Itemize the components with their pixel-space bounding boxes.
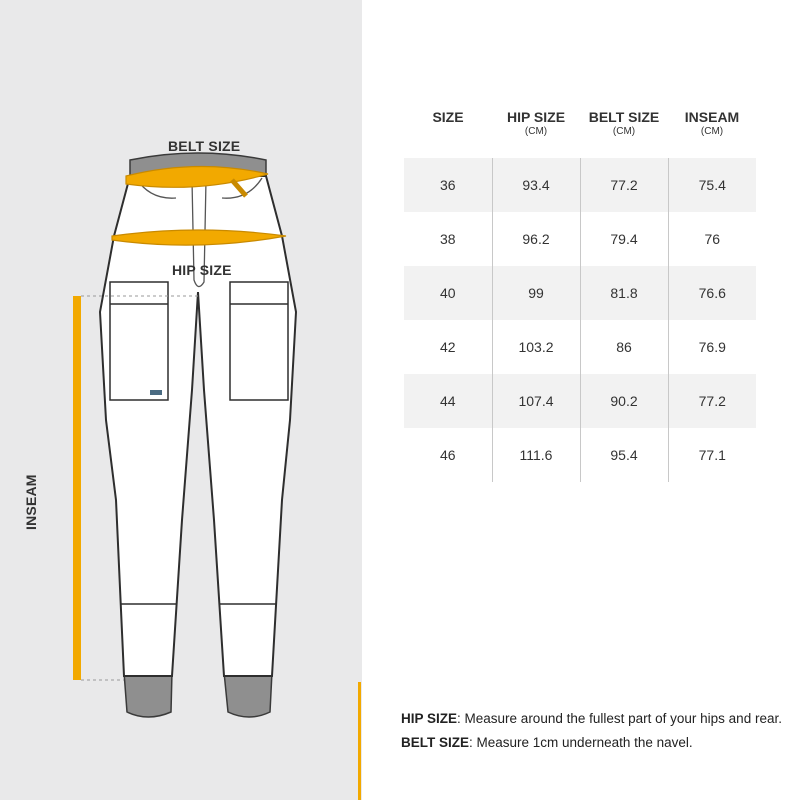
table-cell: 77.2: [668, 374, 756, 428]
table-row: [404, 155, 756, 212]
table-cell: 76.9: [668, 320, 756, 374]
pants-outline: [100, 176, 296, 676]
column-header-inseam: INSEAM (CM): [668, 108, 756, 155]
note-term: BELT SIZE: [401, 735, 470, 750]
table-row: [404, 320, 756, 374]
hip-size-label: HIP SIZE: [172, 262, 232, 278]
inseam-tape: [73, 296, 81, 680]
table-cell: 96.2: [492, 212, 580, 266]
table-row: [404, 266, 756, 320]
table-cell: 93.4: [492, 155, 580, 212]
table-row: [404, 212, 756, 266]
table-cell: 95.4: [580, 428, 668, 482]
table-cell: 107.4: [492, 374, 580, 428]
table-cell: 46: [439, 447, 456, 463]
table-cell: 76.6: [668, 266, 756, 320]
table-header-row: [404, 108, 756, 155]
pants-illustration: [0, 0, 362, 800]
right-cargo-pocket: [230, 282, 288, 400]
table-cell: 81.8: [580, 266, 668, 320]
left-cargo-pocket: [110, 282, 168, 400]
table-cell: 38: [439, 231, 456, 247]
table-cell: 42: [439, 339, 456, 355]
table-cell: 44: [404, 374, 492, 428]
inseam-label: INSEAM: [23, 474, 39, 530]
table-cell: 99: [492, 266, 580, 320]
table-cell: 90.2: [580, 374, 668, 428]
table-row: [404, 374, 756, 428]
illustration-panel: [0, 0, 362, 800]
table-cell: 76: [668, 212, 756, 266]
table-cell: 75.4: [668, 155, 756, 212]
note-text: : Measure 1cm underneath the navel.: [469, 735, 693, 750]
note-text: : Measure around the fullest part of your hips and rear.: [457, 711, 782, 726]
measurement-notes: [401, 707, 782, 755]
table-cell: 86: [580, 320, 668, 374]
table-cell: 77.2: [580, 155, 668, 212]
table-row: [404, 428, 756, 482]
accent-bar: [358, 682, 361, 800]
hip-size-note: [401, 707, 782, 731]
table-cell: 79.4: [580, 212, 668, 266]
table-cell: 40: [404, 266, 492, 320]
belt-size-label: BELT SIZE: [168, 138, 241, 154]
table-cell: 36: [404, 155, 492, 212]
size-chart-table: [404, 108, 756, 482]
right-cuff: [224, 672, 272, 717]
table-cell: 103.2: [492, 320, 580, 374]
column-header-belt-size: BELT SIZE (CM): [580, 108, 668, 155]
left-cuff: [124, 672, 172, 717]
note-term: HIP SIZE: [401, 711, 458, 726]
column-header-size: SIZE: [404, 108, 492, 155]
table-cell: 111.6: [492, 428, 580, 482]
table-cell: 77.1: [668, 428, 756, 482]
column-header-hip-size: HIP SIZE (CM): [492, 108, 580, 155]
belt-size-note: [401, 731, 782, 755]
